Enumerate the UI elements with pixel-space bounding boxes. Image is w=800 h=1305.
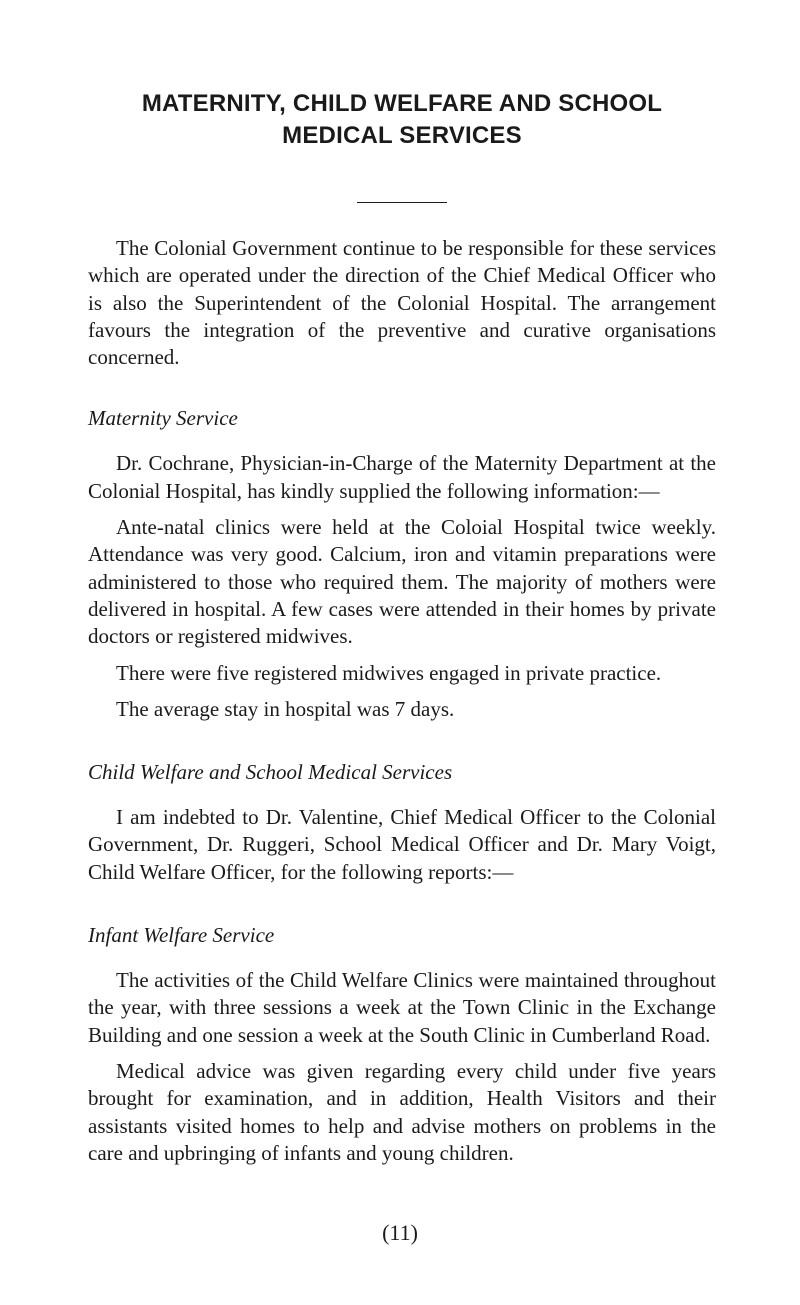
- infant-welfare-heading: Infant Welfare Service: [88, 923, 275, 948]
- maternity-paragraph-2: Ante-natal clinics were held at the Coloial Hospital twice weekly. Attendance was very good. Calcium, iron and vitamin preparations were administered to those who required them. The majority of mothers were delivered in hospital. A few cases were attended in their homes by private doctors or registered midwives.: [88, 515, 716, 649]
- page-title: [88, 88, 716, 152]
- child-welfare-heading: Child Welfare and School Medical Services: [88, 760, 453, 785]
- maternity-paragraph-1: Dr. Cochrane, Physician-in-Charge of the Maternity Department at the Colonial Hospital, has kindly supplied the following information:—: [88, 451, 716, 503]
- infant-welfare-paragraph-1: The activities of the Child Welfare Clinics were maintained throughout the year, with three sessions a week at the Town Clinic in the Exchange Building and one session a week at the South Clinic in Cumberland Road.: [88, 968, 716, 1047]
- child-welfare-paragraph-1: I am indebted to Dr. Valentine, Chief Medical Officer to the Colonial Government, Dr. Ruggeri, School Medical Officer and Dr. Mary Voigt, Child Welfare Officer, for the following reports:—: [88, 805, 716, 884]
- page-number: (11): [382, 1220, 418, 1245]
- intro-paragraph: The Colonial Government continue to be responsible for these services which are operated under the direction of the Chief Medical Officer who is also the Superintendent of the Colonial Hospital. The arrangement favours the integration of the preventive and curative organisations concerned.: [88, 236, 716, 370]
- title-line-2: MEDICAL SERVICES: [282, 122, 522, 149]
- maternity-heading: Maternity Service: [88, 406, 238, 431]
- title-line-1: MATERNITY, CHILD WELFARE AND SCHOOL: [141, 90, 663, 117]
- title-divider: [357, 202, 447, 203]
- infant-welfare-paragraph-2: Medical advice was given regarding every child under five years brought for examination, and in addition, Health Visitors and their assistants visited homes to help and advise mothers on problems in the care and upbringing of infants and young children.: [88, 1058, 716, 1165]
- maternity-paragraph-4: The average stay in hospital was 7 days.: [116, 696, 455, 721]
- maternity-paragraph-3: There were five registered midwives engaged in private practice.: [116, 660, 662, 685]
